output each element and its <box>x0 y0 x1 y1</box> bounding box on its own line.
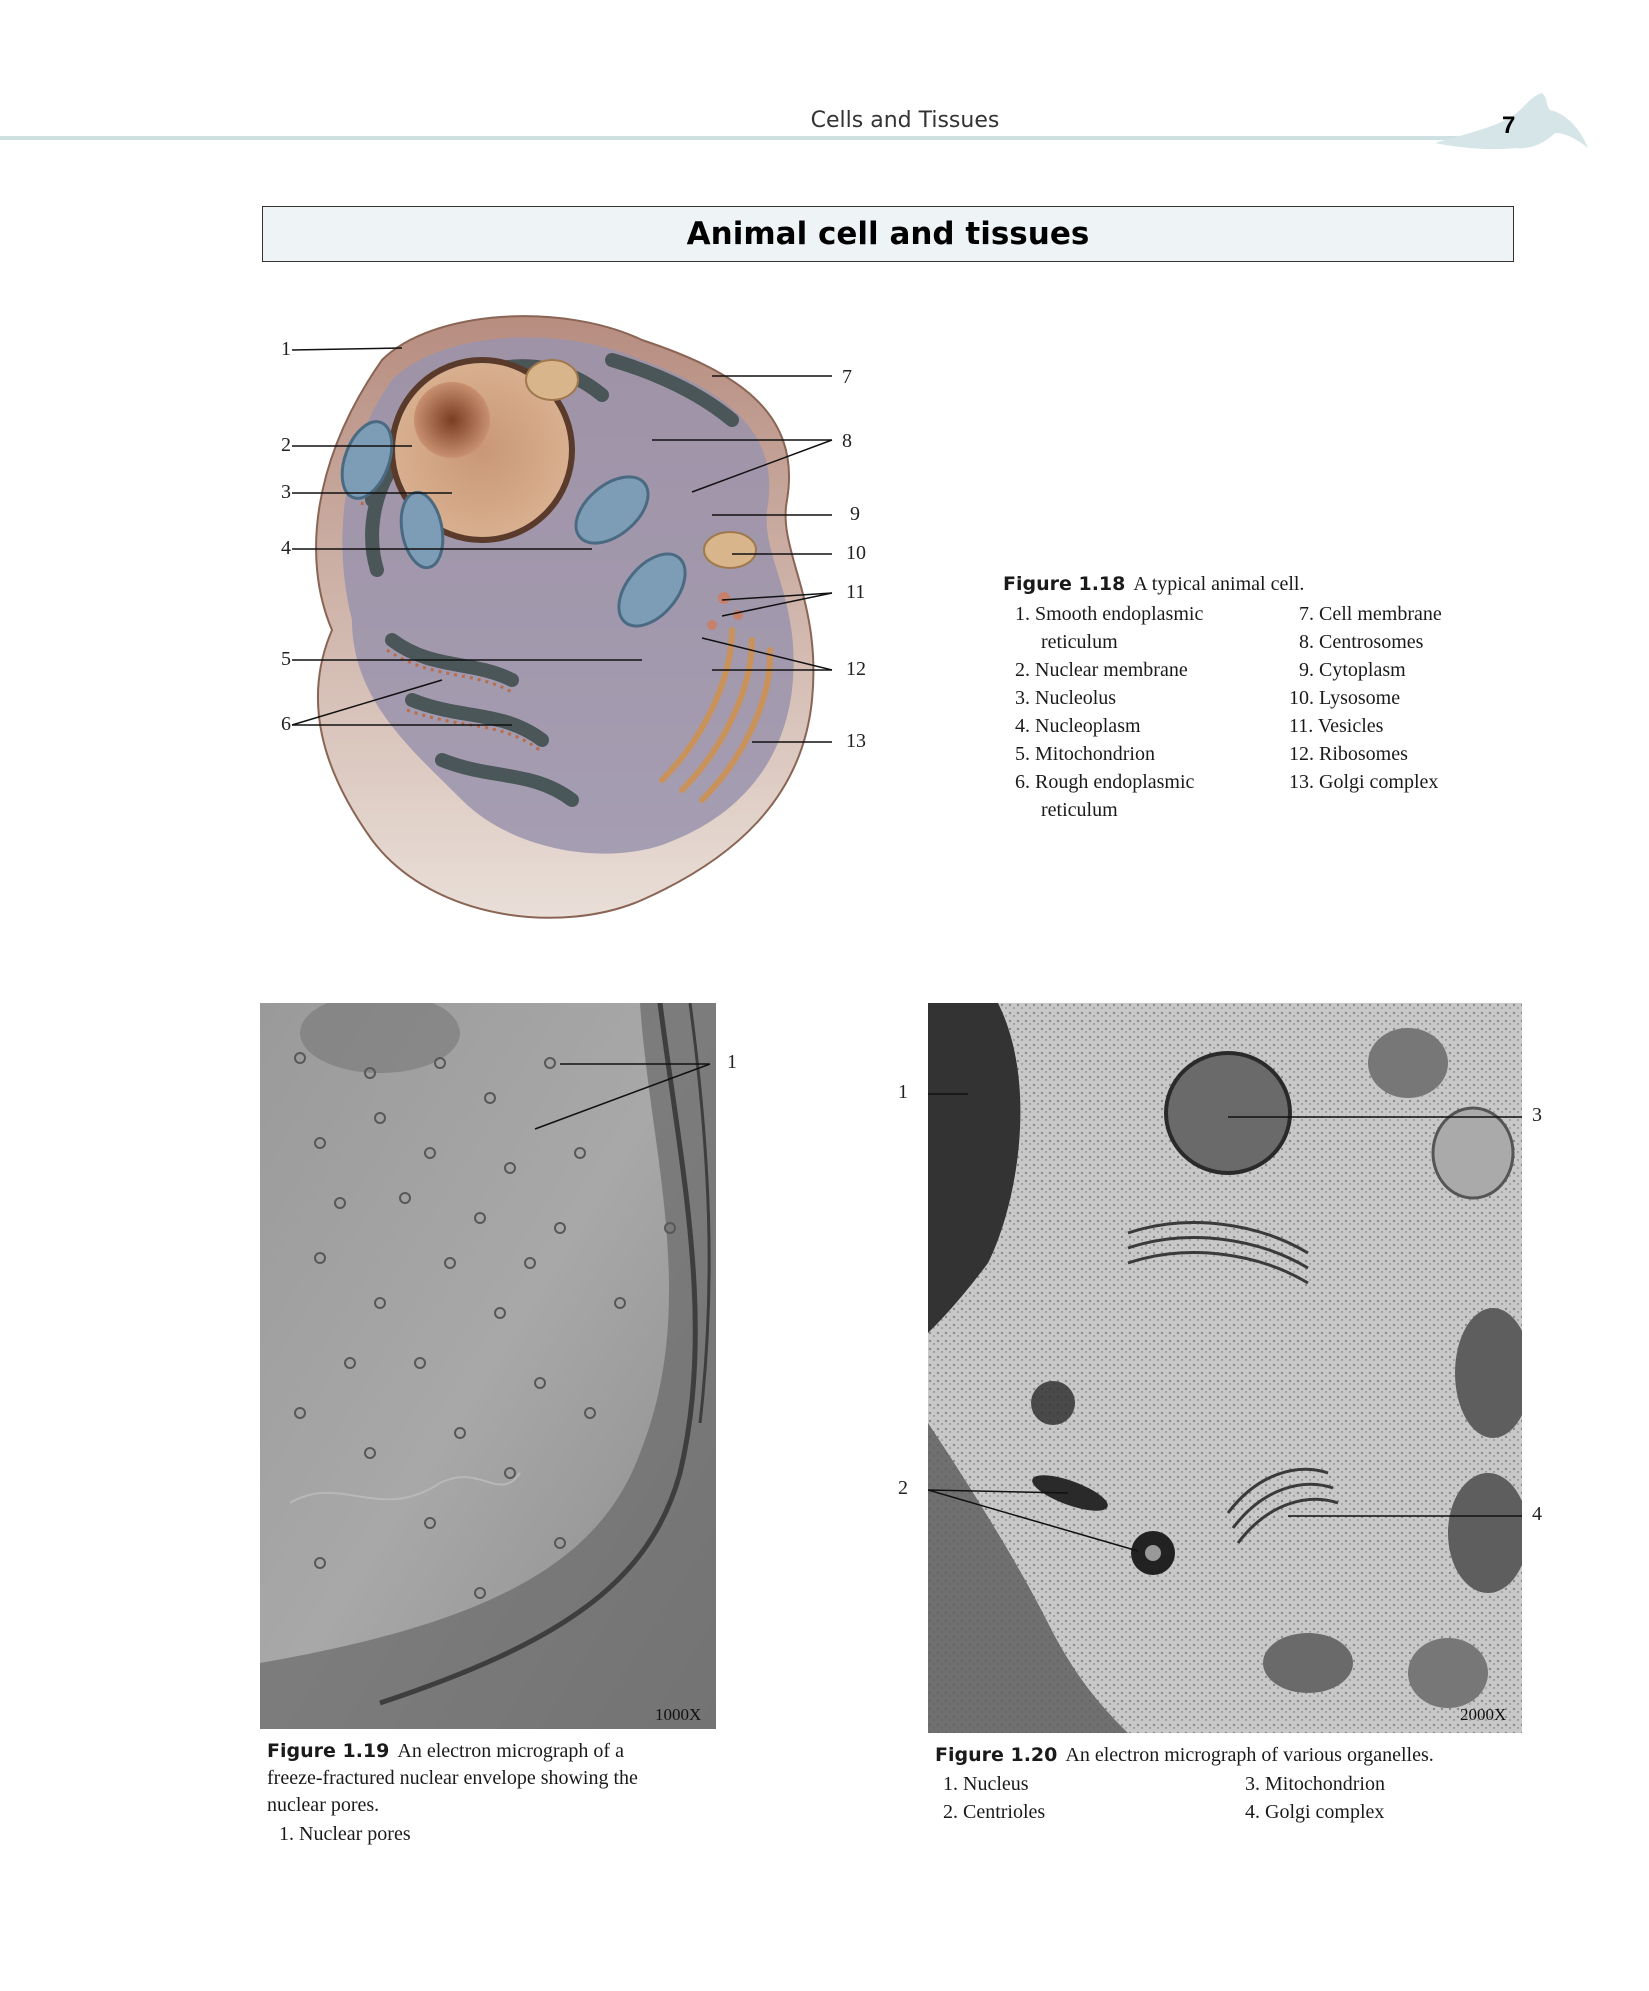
cell-callout-10: 10 <box>846 542 866 564</box>
legend-item: 8. Centrosomes <box>1299 631 1424 653</box>
figure-1-18-caption-text: A typical animal cell. <box>1133 573 1305 595</box>
figure-1-19-legend: 1. Nuclear pores <box>279 1823 411 1845</box>
legend-item: 9. Cytoplasm <box>1299 659 1406 681</box>
running-head: Cells and Tissues <box>810 108 1000 133</box>
cell-callout-5: 5 <box>281 648 291 670</box>
legend-item: 4. Golgi complex <box>1245 1801 1385 1823</box>
legend-item: 2. Nuclear membrane <box>1015 659 1188 681</box>
cell-callout-8: 8 <box>842 430 852 452</box>
legend-item: 4. Nucleoplasm <box>1015 715 1141 737</box>
figure-1-20-caption-text: An electron micrograph of various organelles. <box>1065 1744 1434 1766</box>
legend-item: 3. Nucleolus <box>1015 687 1117 709</box>
legend-item: 6. Rough endoplasmic <box>1015 771 1195 793</box>
figure-1-20-callout-4: 4 <box>1532 1503 1542 1525</box>
freeze-fracture-micrograph <box>260 1003 716 1729</box>
cell-callout-12: 12 <box>846 658 866 680</box>
figure-1-19-caption-line2: freeze-fractured nuclear envelope showing the <box>267 1767 638 1789</box>
cell-callout-13: 13 <box>846 730 866 752</box>
page-number: 7 <box>1502 112 1516 139</box>
cell-callout-1: 1 <box>281 338 291 360</box>
figure-1-19-caption-line3: nuclear pores. <box>267 1794 380 1816</box>
legend-item: 11. Vesicles <box>1289 715 1384 737</box>
cell-callout-9: 9 <box>850 503 860 525</box>
figure-1-19-caption-line1: An electron micrograph of a <box>397 1740 624 1762</box>
figure-1-18-legend <box>1003 600 1483 830</box>
legend-item: 2. Centrioles <box>943 1801 1046 1823</box>
figure-1-19-magnification: 1000X <box>655 1705 702 1724</box>
legend-item: 13. Golgi complex <box>1289 771 1439 793</box>
legend-item: 5. Mitochondrion <box>1015 743 1155 765</box>
figure-1-19-label: Figure 1.19 <box>267 1740 390 1762</box>
cell-callout-4: 4 <box>281 537 291 559</box>
section-title: Animal cell and tissues <box>686 216 1090 252</box>
cell-callout-3: 3 <box>281 481 291 503</box>
figure-1-20-label: Figure 1.20 <box>935 1744 1058 1766</box>
figure-1-19-callout-1: 1 <box>727 1051 737 1073</box>
header-rule <box>0 136 1470 140</box>
legend-item: 12. Ribosomes <box>1289 743 1408 765</box>
organelle-micrograph <box>928 1003 1522 1733</box>
animal-cell-illustration <box>262 300 872 920</box>
figure-1-20-callout-1: 1 <box>898 1081 908 1103</box>
legend-item: 7. Cell membrane <box>1299 603 1442 625</box>
section-title-box <box>262 206 1514 262</box>
cell-callout-6: 6 <box>281 713 291 735</box>
figure-1-20-callout-3: 3 <box>1532 1104 1542 1126</box>
figure-1-18-caption <box>1003 570 1483 598</box>
legend-item: 10. Lysosome <box>1289 687 1401 709</box>
cell-callout-7: 7 <box>842 366 852 388</box>
figure-1-18-label: Figure 1.18 <box>1003 573 1126 595</box>
cell-callout-11: 11 <box>846 581 866 603</box>
legend-item: 1. Smooth endoplasmic <box>1015 603 1204 625</box>
figure-1-19-caption <box>267 1738 727 1848</box>
figure-1-20-magnification: 2000X <box>1460 1705 1507 1724</box>
legend-item: 1. Nucleus <box>943 1773 1029 1795</box>
figure-1-20-legend <box>935 1770 1495 1830</box>
cell-callout-2: 2 <box>281 434 291 456</box>
figure-1-20-caption <box>935 1741 1535 1769</box>
figure-1-20-callout-2: 2 <box>898 1477 908 1499</box>
legend-item-cont: reticulum <box>1041 631 1118 653</box>
legend-item: 3. Mitochondrion <box>1245 1773 1385 1795</box>
legend-item-cont: reticulum <box>1041 799 1118 821</box>
